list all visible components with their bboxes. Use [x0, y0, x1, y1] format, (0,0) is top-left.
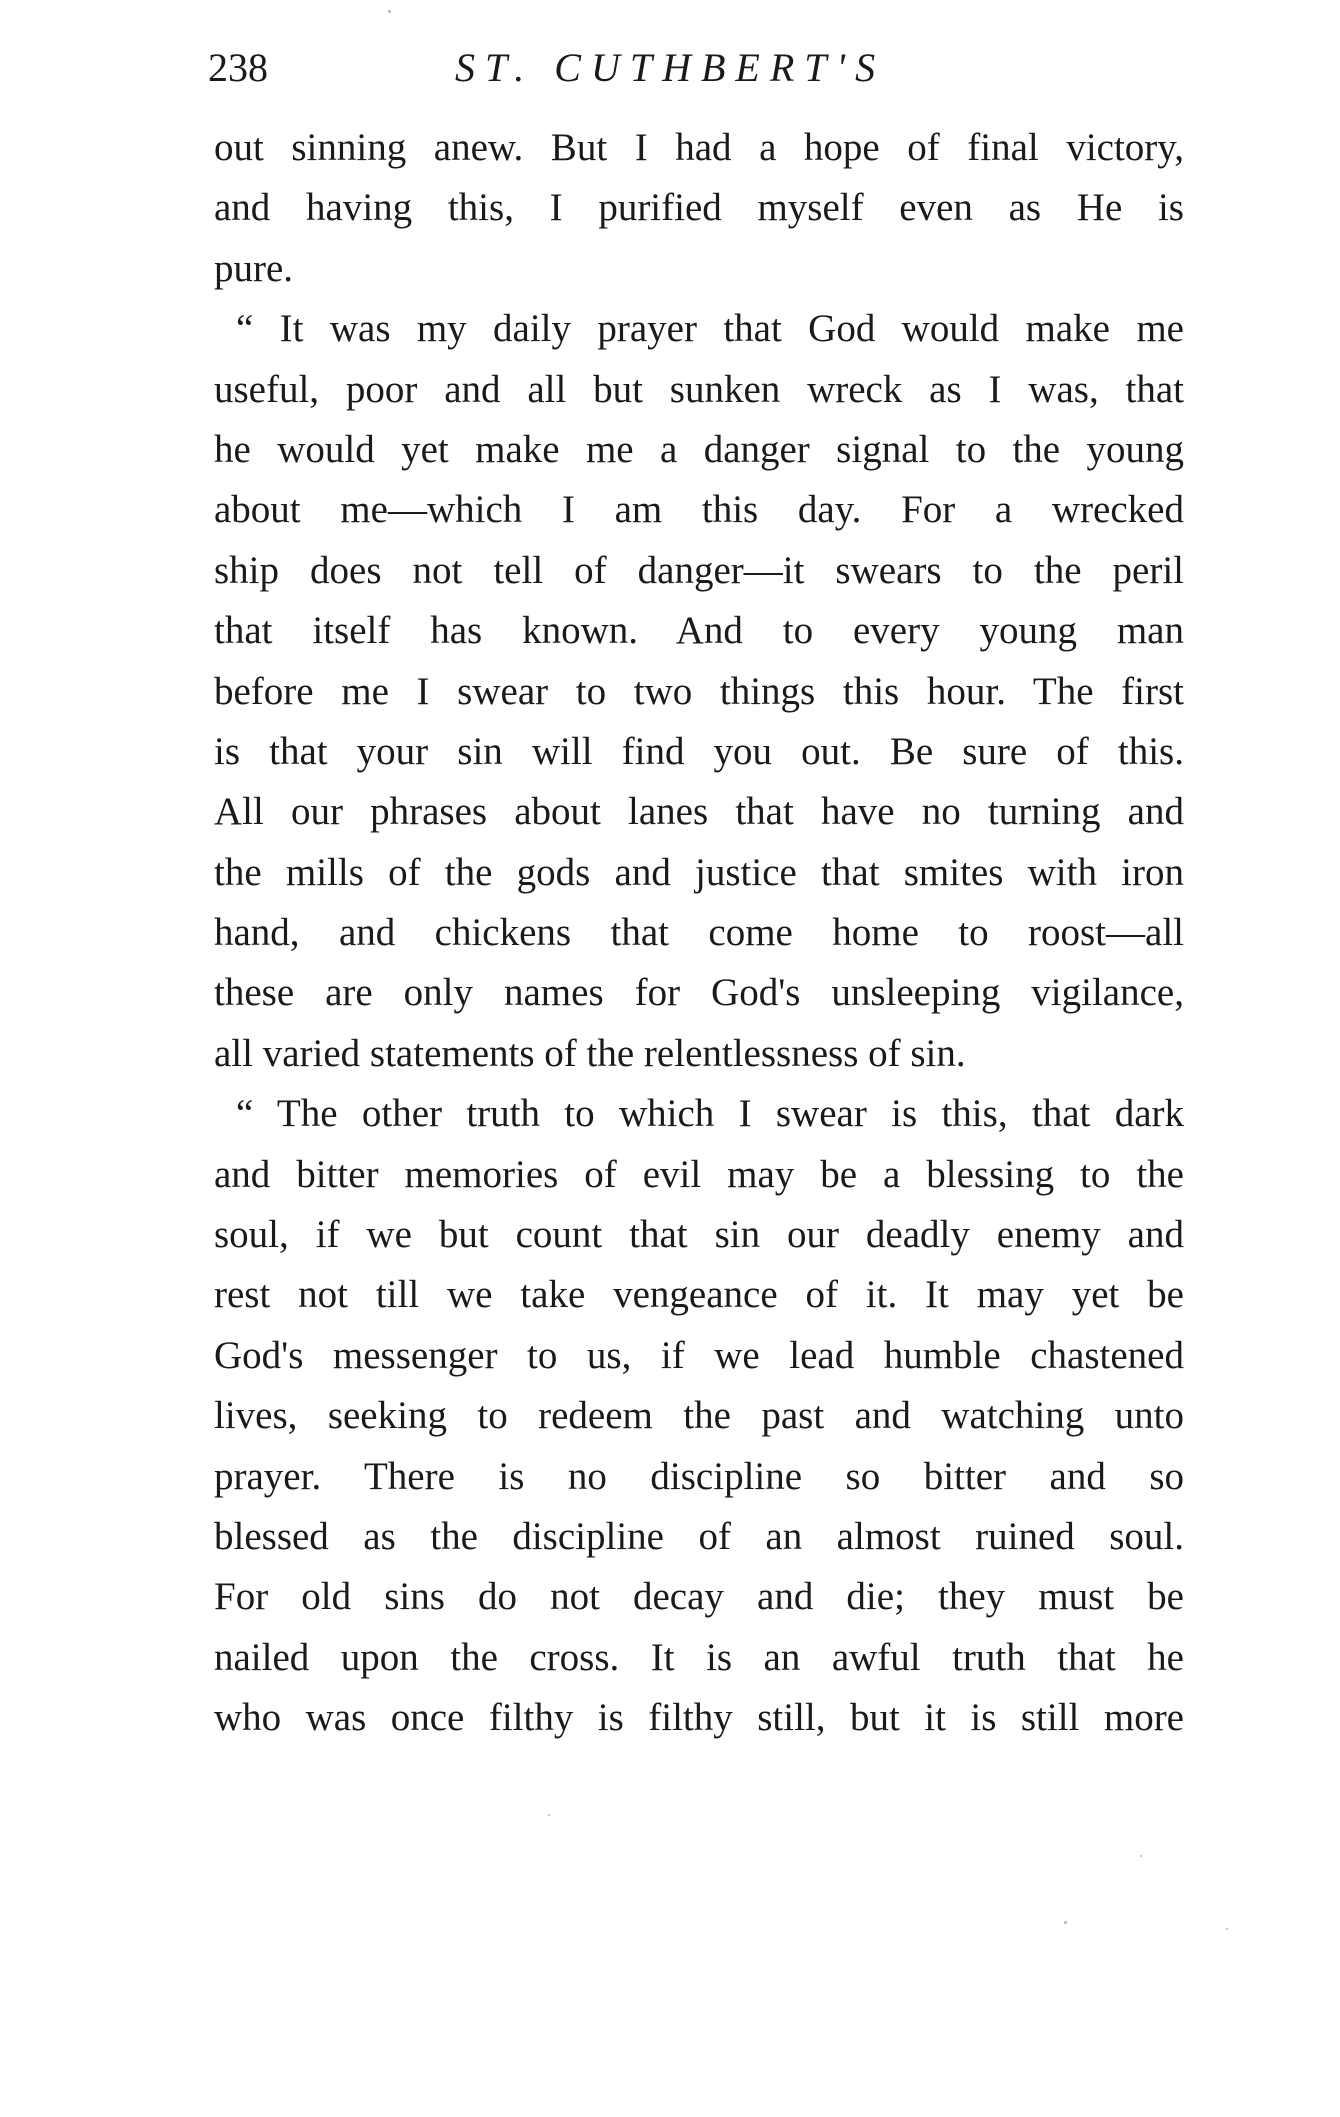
- text-line: rest not till we take vengeance of it. It may yet be: [214, 1273, 1184, 1317]
- text-line: For old sins do not decay and die; they must be: [214, 1575, 1184, 1619]
- text-line: lives, seeking to redeem the past and watching unto: [214, 1394, 1184, 1438]
- text-line: out sinning anew. But I had a hope of final victory,: [214, 126, 1184, 169]
- text-line: “ The other truth to which I swear is this, that dark: [236, 1092, 1184, 1136]
- text-line: that itself has known. And to every young man: [214, 609, 1184, 653]
- text-line: about me—which I am this day. For a wrecked: [214, 488, 1184, 532]
- text-line: all varied statements of the relentlessness of sin.: [214, 1031, 966, 1075]
- scan-speck: [548, 1814, 550, 1816]
- text-line: “ It was my daily prayer that God would make me: [236, 307, 1184, 351]
- scan-speck: [1064, 1921, 1067, 1924]
- text-line: and having this, I purified myself even as He is: [214, 186, 1184, 230]
- scan-speck: [388, 10, 391, 13]
- text-line: he would yet make me a danger signal to the young: [214, 427, 1184, 471]
- running-head: ST. CUTHBERT'S: [455, 45, 886, 90]
- scan-speck: [1226, 1928, 1228, 1930]
- text-line: prayer. There is no discipline so bitter and so: [214, 1454, 1184, 1498]
- text-line: and bitter memories of evil may be a blessing to the: [214, 1152, 1184, 1196]
- text-line: pure.: [214, 246, 294, 290]
- text-line: the mills of the gods and justice that smites with iron: [214, 850, 1184, 894]
- text-line: God's messenger to us, if we lead humble chastened: [214, 1333, 1184, 1377]
- text-line: ship does not tell of danger—it swears to the peril: [214, 548, 1184, 592]
- scan-speck: [1140, 1855, 1142, 1857]
- text-line: before me I swear to two things this hour. The first: [214, 669, 1184, 713]
- body-text: [214, 118, 1184, 1749]
- text-line: is that your sin will find you out. Be sure of this.: [214, 729, 1184, 773]
- text-line: hand, and chickens that come home to roost—all: [214, 911, 1184, 955]
- text-line: these are only names for God's unsleeping vigilance,: [214, 971, 1184, 1015]
- text-line: All our phrases about lanes that have no turning and: [214, 790, 1184, 834]
- page-number: 238: [208, 45, 268, 90]
- text-line: soul, if we but count that sin our deadly enemy and: [214, 1213, 1184, 1257]
- text-line: useful, poor and all but sunken wreck as I was, that: [214, 367, 1184, 411]
- text-line: blessed as the discipline of an almost ruined soul.: [214, 1514, 1184, 1558]
- text-line: who was once filthy is filthy still, but it is still more: [214, 1696, 1184, 1740]
- text-line: nailed upon the cross. It is an awful truth that he: [214, 1635, 1184, 1679]
